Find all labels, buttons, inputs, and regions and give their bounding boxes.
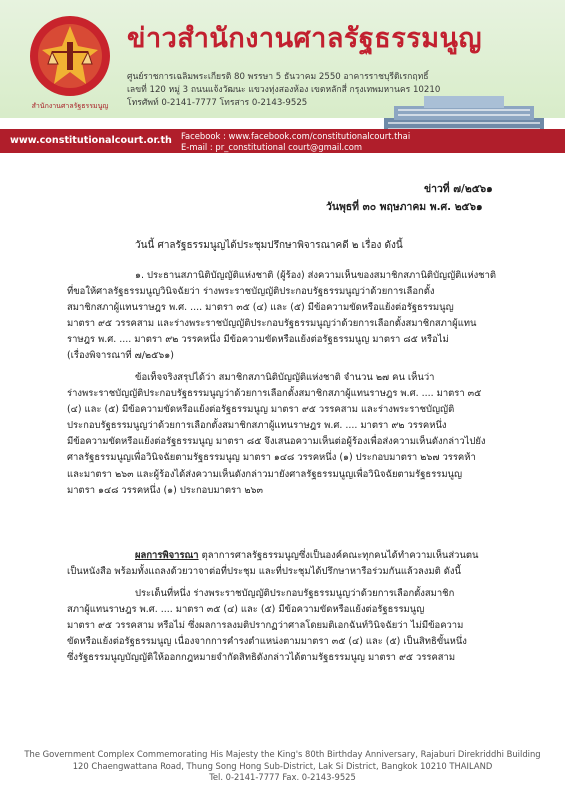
emblem-caption: สำนักงานศาลรัฐธรรมนูญ [31,102,109,110]
text-line: มีข้อความขัดหรือแย้งต่อรัฐธรรมนูญ มาตรา ๘๕ จึงเสนอความเห็นต่อผู้ร้องเพื่อส่งความเห็นดังกล่าวไปยัง [67,436,486,448]
paragraph-case-1 [67,268,499,365]
news-number: ข่าวที่ ๗/๒๕๖๑ [424,183,493,195]
intro-line: วันนี้ ศาลรัฐธรรมนูญได้ประชุมปรึกษาพิจารณาคดี ๒ เรื่อง ดังนี้ [135,240,403,251]
text-line: มาตรา ๑๔๘ วรรคหนึ่ง (๑) ประกอบมาตรา ๒๖๓ [67,484,263,496]
org-title: ข่าวสำนักงานศาลรัฐธรรมนูญ [127,23,483,54]
text-line: และมาตรา ๒๖๓ และผู้ร้องได้ส่งความเห็นดังกล่าวมายังศาลรัฐธรรมนูญเพื่อวินิจฉัยตามรัฐธรรมนูญ [67,468,463,480]
facebook-link[interactable]: Facebook : www.facebook.com/constitutionalcourt.thai [181,131,411,141]
text-line: ศาลรัฐธรรมนูญเพื่อวินิจฉัยตามรัฐธรรมนูญ มาตรา ๑๔๘ วรรคหนึ่ง (๑) ประกอบมาตรา ๒๖๗ วรรคห้า [67,452,476,464]
letterhead [0,0,565,157]
text-line: ๑. ประธานสภานิติบัญญัติแห่งชาติ (ผู้ร้อง) ส่งความเห็นของสมาชิกสภานิติบัญญัติแห่งชาติ [135,270,497,281]
paragraph-issue-1 [67,586,499,666]
footer-line-1: The Government Complex Commemorating His Majesty the King's 80th Birthday Anniversary, Rajaburi Direkriddhi Building [24,749,541,759]
constitutional-court-emblem-icon [28,12,112,112]
text-line: ข้อเท็จจริงสรุปได้ว่า สมาชิกสภานิติบัญญัติแห่งชาติ จำนวน ๒๗ คน เห็นว่า [135,372,435,383]
text-line: มาตรา ๙๕ วรรคสาม หรือไม่ ซึ่งผลการลงมติปรากฏว่าศาลโดยมติเอกฉันท์วินิจฉัยว่า ไม่มีข้อความ [67,620,464,632]
paragraph-facts [67,370,499,499]
text-line: สมาชิกสภาผู้แทนราษฎร พ.ศ. .... มาตรา ๓๕ (๔) และ (๕) มีข้อความขัดหรือแย้งต่อรัฐธรรมนูญ [67,302,454,314]
footer-line-2: 120 Chaengwattana Road, Thung Song Hong Sub-District, Lak Si District, Bangkok 10210 THAILAND [72,760,493,771]
paragraph-result [67,548,499,580]
text-line: ราษฎร พ.ศ. .... มาตรา ๙๒ วรรคหนึ่ง มีข้อความขัดหรือแย้งต่อรัฐธรรมนูญ มาตรา ๘๕ หรือไม่ [67,334,449,346]
text-line: ที่ขอให้ศาลรัฐธรรมนูญวินิจฉัยว่า ร่างพระราชบัญญัติประกอบรัฐธรรมนูญว่าด้วยการเลือกตั้ง [67,286,435,298]
text-line: เป็นหนังสือ พร้อมทั้งแถลงด้วยวาจาต่อที่ประชุม และที่ประชุมได้ปรึกษาหารือร่วมกันแล้วลงมติ ดังนี้ [67,566,461,578]
news-date: วันพุธที่ ๓๐ พฤษภาคม พ.ศ. ๒๕๖๑ [326,201,483,213]
text-line: ประกอบรัฐธรรมนูญว่าด้วยการเลือกตั้งสมาชิกสภาผู้แทนราษฎร พ.ศ. .... มาตรา ๙๒ วรรคหนึ่ง [67,420,447,432]
address-line-2: เลขที่ 120 หมู่ 3 ถนนแจ้งวัฒนะ แขวงทุ่งสองห้อง เขตหลักสี่ กรุงเทพมหานคร 10210 [127,85,441,95]
text-line: สภาผู้แทนราษฎร พ.ศ. .... มาตรา ๓๕ (๔) และ (๕) มีข้อความขัดหรือแย้งต่อรัฐธรรมนูญ [67,604,425,616]
text-line: ร่างพระราชบัญญัติประกอบรัฐธรรมนูญว่าด้วยการเลือกตั้งสมาชิกสภาผู้แทนราษฎร พ.ศ. .... มาตรา ๓๕ [67,388,482,400]
footer-line-3: Tel. 0-2141-7777 Fax. 0-2143-9525 [209,772,356,782]
text-line: ประเด็นที่หนึ่ง ร่างพระราชบัญญัติประกอบรัฐธรรมนูญว่าด้วยการเลือกตั้งสมาชิก [135,588,455,599]
text-line: (เรื่องพิจารณาที่ ๗/๒๕๖๑) [67,350,174,362]
text-line: มาตรา ๙๕ วรรคสาม และร่างพระราชบัญญัติประกอบรัฐธรรมนูญว่าด้วยการเลือกตั้งสมาชิกสภาผู้แทน [67,318,477,330]
result-heading: ผลการพิจารณา [135,550,199,561]
phone-line: โทรศัพท์ 0-2141-7777 โทรสาร 0-2143-9525 [127,98,308,108]
text-fragment: ตุลาการศาลรัฐธรรมนูญซึ่งเป็นองค์คณะทุกคนได้ทำความเห็นส่วนตน [198,550,479,561]
address-line-1: ศูนย์ราชการเฉลิมพระเกียรติ 80 พรรษา 5 ธันวาคม 2550 อาคารราชบุรีดิเรกฤทธิ์ [127,72,429,82]
footer-address [0,749,565,784]
text-line [67,548,499,564]
website-link[interactable]: www.constitutionalcourt.or.th [10,135,172,146]
text-line: ขัดหรือแย้งต่อรัฐธรรมนูญ เนื่องจากการคำรงตำแหน่งตามมาตรา ๓๕ (๔) และ (๕) เป็นสิทธิขั้นหนึ่ง [67,636,467,648]
email-link[interactable]: E-mail : pr_constitutional court@gmail.com [181,142,363,152]
text-line: ซึ่งรัฐธรรมนูญบัญญัติให้ออกกฎหมายจำกัดสิทธิดังกล่าวได้ตามรัฐธรรมนูญ มาตรา ๙๕ วรรคสาม [67,652,456,664]
text-line: (๔) และ (๕) มีข้อความขัดหรือแย้งต่อรัฐธรรมนูญ มาตรา ๙๕ วรรคสาม และร่างพระราชบัญญัติ [67,404,455,416]
